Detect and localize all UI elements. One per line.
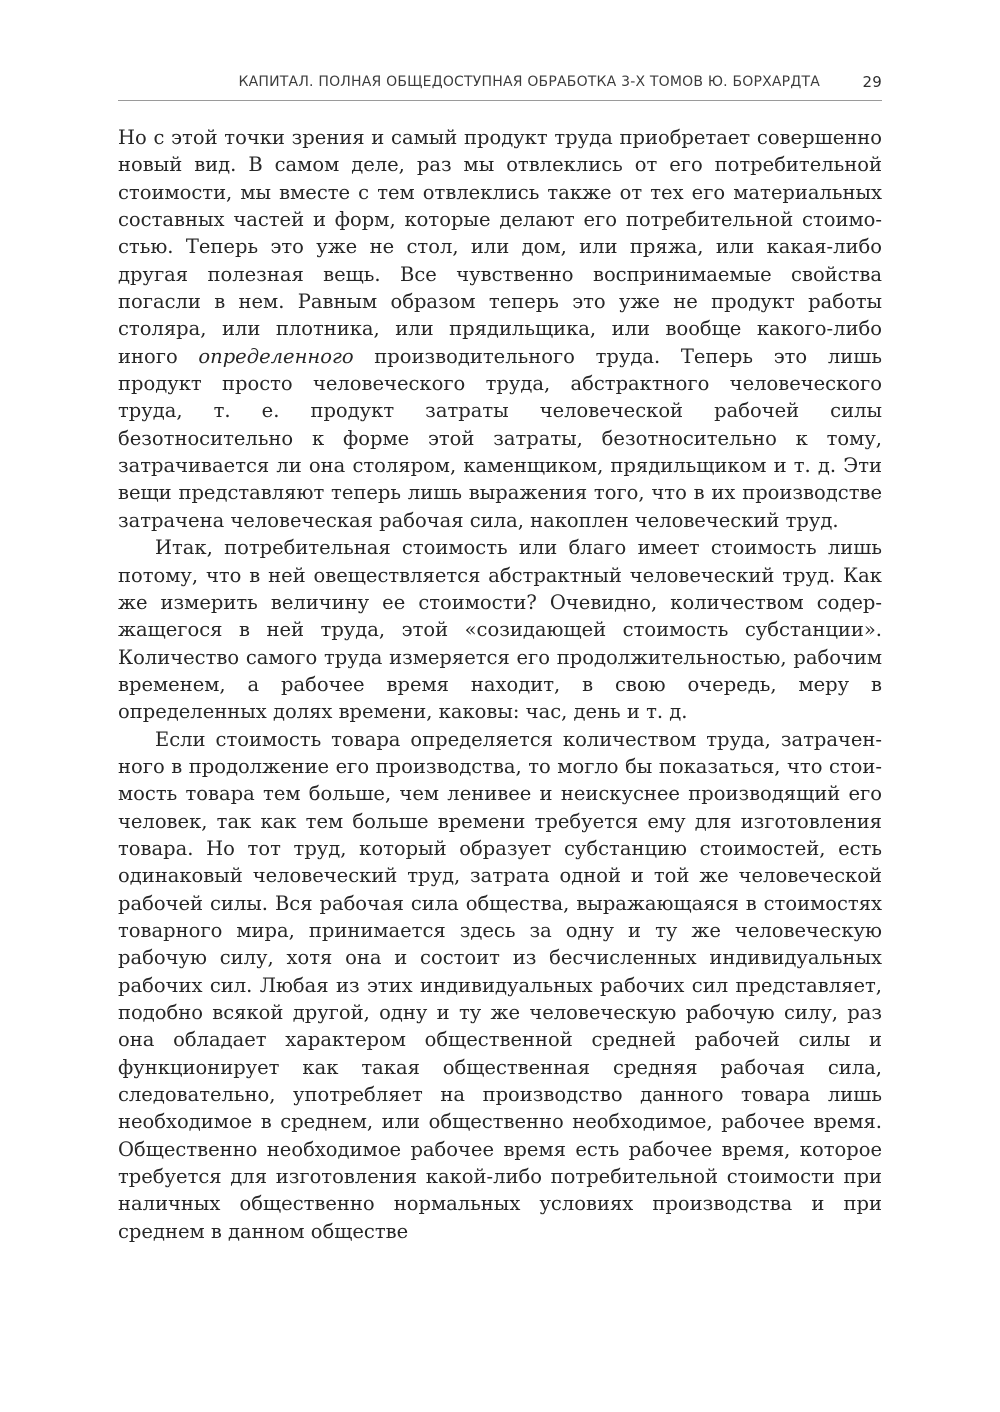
- body-text: [118, 124, 882, 1245]
- running-header: [118, 72, 882, 101]
- paragraph-2: Итак, потребительная стоимость или благо имеет стоимость лишь потому, что в ней овеществляется абстрактный человеческий труд. Как же измерить величину ее стоимости? Очевидно, количеством содержащегося в ней труда, этой «созидающей стоимость субстанции». Количество самого труда измеряется его продолжительностью, рабочим временем, а рабочее время находит, в свою очередь, меру в определенных долях времени, каковы: час, день и т. д.: [118, 536, 882, 724]
- page-number: 29: [862, 73, 882, 91]
- italic-emphasis: определенного: [198, 344, 354, 368]
- paragraph-3: Если стоимость товара определяется количеством труда, затраченного в продолжение его производства, то могло бы показаться, что стоимость товара тем больше, чем ленивее и неискуснее производящий его человек, так как тем больше времени требуется ему для изготовления товара. Но тот труд, который образует субстанцию стоимостей, есть одинаковый человеческий труд, затрата одной и той же человеческой рабочей силы. Вся рабочая сила общества, выражающаяся в стоимостях товарного мира, принимается здесь за одну и ту же человеческую рабочую силу, хотя она и состоит из бесчисленных индивидуальных рабочих сил. Любая из этих индивидуальных рабочих сил представляет, подобно всякой другой, одну и ту же человеческую рабочую силу, раз она обладает характером общественной средней рабочей силы и функционирует как такая общественная средняя рабочая сила, следовательно, употребляет на производство данного товара лишь необходимое в среднем, или общественно необходимое, рабочее время. Общественно необходимое рабочее время есть рабочее время, которое требуется для изготовления какой-либо потребительной стоимости при наличных общественно нормальных условиях производства и при среднем в данном обществе: [118, 727, 882, 1243]
- paragraph-1-text-a: Но с этой точки зрения и самый продукт труда приобретает совершенно новый вид. В самом деле, раз мы отвлеклись от его потребительной стоимости, мы вместе с тем отвлеклись также от тех его материальных составных частей и форм, которые делают его потребительной стоимостью. Теперь это уже не стол, или дом, или пряжа, или какая-либо другая полезная вещь. Все чувственно воспринимаемые свойства погасли в нем. Равным образом теперь это уже не продукт работы столяра, или плотника, или прядильщика, или вообще какого-либо иного: [118, 126, 882, 368]
- paragraph-1: [118, 124, 882, 534]
- running-title: КАПИТАЛ. ПОЛНАЯ ОБЩЕДОСТУПНАЯ ОБРАБОТКА 3-Х ТОМОВ Ю. БОРХАРДТА: [238, 74, 820, 90]
- paragraph-1-text-b: производительного труда. Теперь это лишь продукт просто человеческого труда, абстрактного человеческого труда, т. е. продукт затраты человеческой рабочей силы безотносительно к форме этой затраты, безотносительно к тому, затрачивается ли она столяром, каменщиком, прядильщиком и т. д. Эти вещи представляют теперь лишь выражения того, что в их производстве затрачена человеческая рабочая сила, накоплен человеческий труд.: [118, 344, 882, 532]
